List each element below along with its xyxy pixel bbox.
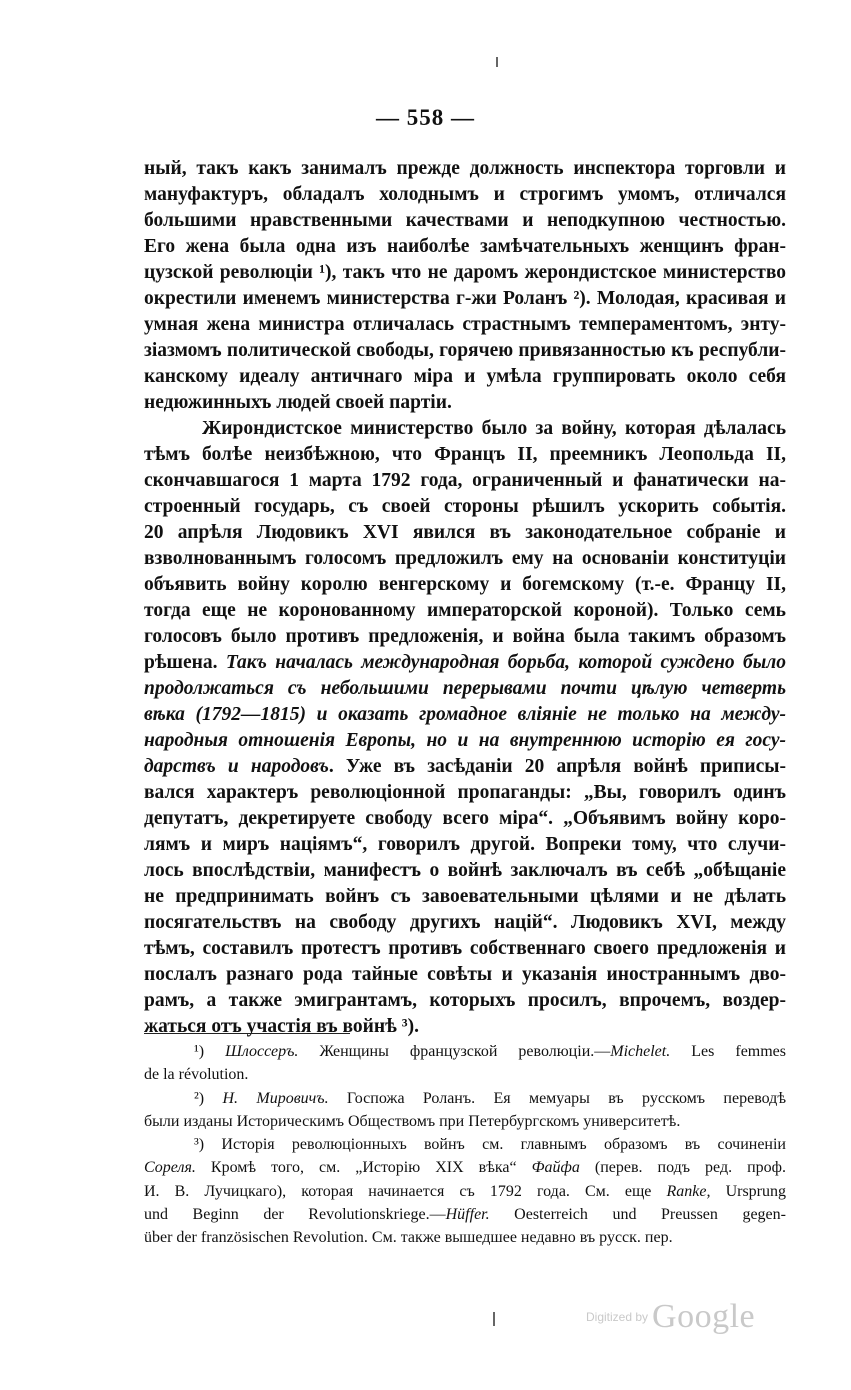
footnote-text: und Beginn der Revolutionskriege.—: [144, 1206, 446, 1224]
text-line: Жирондистское министерство было за войну, которая дѣлалась: [202, 418, 786, 439]
text-line: окрестили именемъ министерства г-жи Роланъ ²). Молодая, красивая и: [144, 288, 786, 309]
footnote-line: [144, 1203, 786, 1226]
text-line: взволнованнымъ голосомъ предложилъ ему на основаніи конституціи: [144, 548, 786, 569]
text-line: посягательствъ на свободу другихъ націй“. Людовикъ XVI, между: [144, 912, 786, 933]
text-line: недюжинныхъ людей своей партіи.: [144, 392, 452, 413]
footnote-line: были изданы Историческимъ Обществомъ при Петербургскомъ университетѣ.: [144, 1112, 681, 1130]
text-line: цузской революціи ¹), такъ что не даромъ жерондистское министерство: [144, 262, 786, 283]
footnote-text: Les femmes: [670, 1043, 787, 1060]
italic-line: продолжаться съ небольшими перерывами почти цѣлую четверть: [144, 678, 786, 699]
footnote-line: über der französischen Revolution. См. также вышедшее недавно въ русск. пер.: [144, 1229, 673, 1247]
text-line: зіазмомъ политической свободы, горячею привязанностью къ республи-: [144, 340, 786, 361]
page-number: — 558 —: [376, 105, 475, 130]
footnote-line: [144, 1087, 786, 1110]
footnote-marker: ³): [194, 1136, 205, 1154]
footnote-author: Шлоссеръ.: [225, 1043, 299, 1060]
text-line: депутатъ, декретируете свободу всего міра“. „Объявимъ войну коро-: [144, 808, 786, 829]
footnote-text: Кромѣ того, см. „Исторію XIX вѣка“: [195, 1159, 532, 1177]
body-text: [144, 156, 786, 1040]
footnote-text: (перев. подъ ред. проф.: [579, 1159, 787, 1177]
text-line: объявить войну королю венгерскому и богемскому (т.-е. Францу II,: [144, 574, 786, 595]
text-line: не предпринимать войнъ съ завоевательными цѣлями и не дѣлать: [144, 886, 786, 907]
footnote-line: [144, 1040, 786, 1063]
footnote-text: Госпожа Роланъ. Ея мемуары въ русскомъ переводѣ: [328, 1089, 787, 1107]
text-line: скончавшагося 1 марта 1792 года, ограниченный и фанатически на-: [144, 470, 786, 491]
text-line: мануфактуръ, обладалъ холоднымъ и строгимъ умомъ, отличался: [144, 184, 786, 205]
text-line: строенный государь, съ своей стороны рѣшилъ ускорить событія.: [144, 496, 786, 517]
text-line: тогда еще не коронованному императорской короной). Только семь: [144, 600, 786, 621]
footnote-text: И. В. Лучицкаго), которая начинается съ 1792 года. См. еще: [144, 1182, 667, 1200]
watermark-small-text: Digitized by: [586, 1310, 649, 1324]
footnote-author: Michelet.: [610, 1043, 671, 1060]
footnote-line: de la révolution.: [144, 1066, 249, 1084]
footnote-rule: [144, 1033, 350, 1034]
text-line: 20 апрѣля Людовикъ XVI явился въ законодательное собраніе и: [144, 522, 786, 543]
italic-line: вѣка (1792—1815) и оказать громадное вліяніе не только на между-: [144, 704, 786, 725]
footnote-marker: ²): [194, 1089, 205, 1107]
plain-text: рѣшена.: [144, 652, 226, 673]
footnote-marker: ¹): [194, 1043, 205, 1060]
watermark-logo-text: Google: [652, 1298, 756, 1335]
footnotes: [144, 1040, 786, 1250]
text-line: вался характеръ революціонной пропаганды: „Вы, говорилъ одинъ: [144, 782, 786, 803]
google-watermark: [586, 1298, 786, 1338]
plain-text: . Уже въ засѣданіи 20 апрѣля войнѣ приписы-: [328, 756, 786, 777]
scan-mark: [496, 57, 498, 67]
text-line: лямъ и миръ націямъ“, говорилъ другой. Вопреки тому, что случи-: [144, 834, 786, 855]
footnote-text: Oesterreich und Preussen gegen-: [489, 1206, 786, 1224]
footnote-line: [144, 1156, 786, 1179]
footnote-author: Сореля.: [144, 1159, 196, 1177]
footnote-author: Ranke,: [666, 1182, 711, 1200]
text-line: жаться отъ участія въ войнѣ ³).: [144, 1016, 419, 1037]
footnote-author: Н. Мировичъ.: [222, 1089, 329, 1107]
text-line: [144, 650, 786, 676]
footnote-author: Hüffer.: [445, 1206, 490, 1224]
text-line: [144, 754, 786, 780]
italic-text: Такъ началась международная борьба, которой суждено было: [225, 652, 787, 673]
text-line: лось впослѣдствіи, манифестъ о войнѣ заключалъ въ себѣ „обѣщаніе: [144, 860, 786, 881]
footnote-line: [144, 1133, 786, 1156]
text-line: канскому идеалу античнаго міра и умѣла группировать около себя: [144, 366, 786, 387]
footnote-line: [144, 1180, 786, 1203]
text-line: Его жена была одна изъ наиболѣе замѣчательныхъ женщинъ фран-: [144, 236, 786, 257]
text-line: послалъ разнаго рода тайные совѣты и указанія иностраннымъ дво-: [144, 964, 786, 985]
footnote-text: Женщины французской революціи.—: [298, 1043, 611, 1060]
italic-text: дарствъ и народовъ: [144, 756, 329, 777]
text-line: тѣмъ, составилъ протестъ противъ собственнаго своего предложенія и: [144, 938, 786, 959]
italic-line: народныя отношенія Европы, но и на внутреннюю исторію ея госу-: [144, 730, 786, 751]
footnote-text: Исторія революціонныхъ войнъ см. главнымъ образомъ въ сочиненіи: [204, 1136, 786, 1154]
text-line: умная жена министра отличалась страстнымъ темпераментомъ, энту-: [144, 314, 786, 335]
footnote-text: Ursprung: [710, 1182, 787, 1200]
text-line: ный, такъ какъ занималъ прежде должность инспектора торговли и: [144, 158, 786, 179]
text-line: тѣмъ болѣе неизбѣжною, что Францъ II, преемникъ Леопольда II,: [144, 444, 786, 465]
text-line: большими нравственными качествами и неподкупною честностью.: [144, 210, 786, 231]
scan-mark: [493, 1312, 495, 1326]
text-line: голосовъ было противъ предложенія, и война была такимъ образомъ: [144, 626, 786, 647]
text-line: рамъ, а также эмигрантамъ, которыхъ просилъ, впрочемъ, воздер-: [144, 990, 786, 1011]
footnote-author: Файфа: [531, 1159, 580, 1177]
